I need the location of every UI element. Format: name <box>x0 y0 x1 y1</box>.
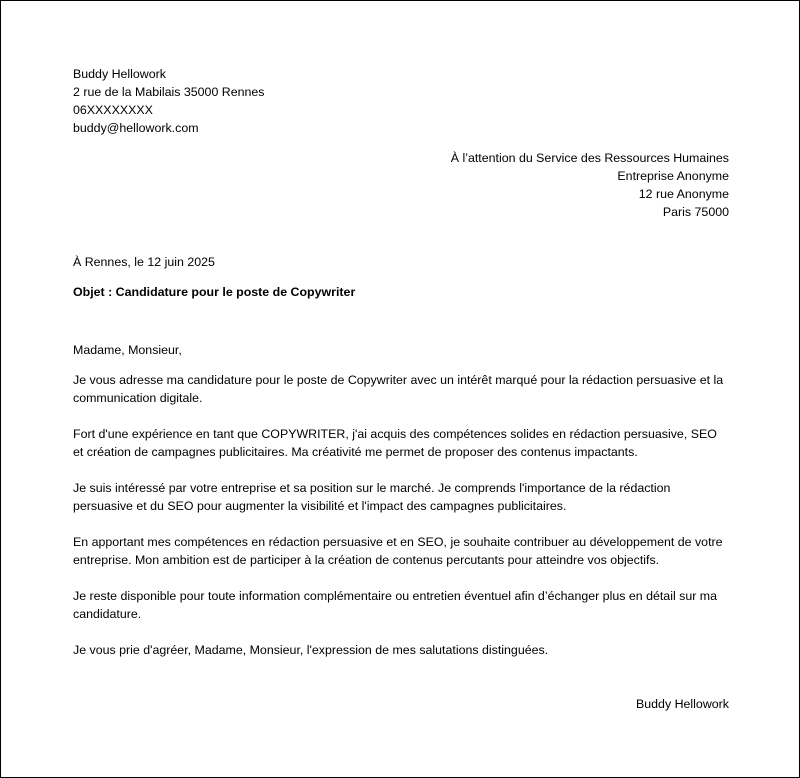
recipient-street: 12 rue Anonyme <box>638 187 729 201</box>
sender-phone: 06XXXXXXXX <box>73 103 153 117</box>
body-paragraph: Fort d'une expérience en tant que COPYWRITER, j'ai acquis des compétences solides en rédaction persuasive, SEO et création de campagnes publicitaires. Ma créativité me permet de proposer des contenus impactants. <box>73 427 717 459</box>
sender-name: Buddy Hellowork <box>73 67 166 81</box>
body-paragraph: En apportant mes compétences en rédaction persuasive et en SEO, je souhaite contribuer au développement de votre entreprise. Mon ambition est de participer à la création de contenus percutants pour atteindre vos objectifs. <box>73 535 723 567</box>
letter-body <box>73 371 729 641</box>
recipient-company: Entreprise Anonyme <box>617 169 729 183</box>
greeting: Madame, Monsieur, <box>73 343 182 357</box>
recipient-attention: À l’attention du Service des Ressources Humaines <box>450 151 729 165</box>
closing-formula: Je vous prie d'agréer, Madame, Monsieur, l'expression de mes salutations distinguées. <box>73 643 549 657</box>
signature: Buddy Hellowork <box>636 697 729 711</box>
sender-email: buddy@hellowork.com <box>73 121 199 135</box>
body-paragraph: Je reste disponible pour toute information complémentaire ou entretien éventuel afin d’échanger plus en détail sur ma candidature. <box>73 589 718 621</box>
subject-line: Objet : Candidature pour le poste de Copywriter <box>73 285 356 299</box>
body-paragraph: Je vous adresse ma candidature pour le poste de Copywriter avec un intérêt marqué pour la rédaction persuasive et la communication digitale. <box>73 373 724 405</box>
recipient-city: Paris 75000 <box>662 205 729 219</box>
sender-block <box>73 65 729 137</box>
sender-address: 2 rue de la Mabilais 35000 Rennes <box>73 85 265 99</box>
date-line: À Rennes, le 12 juin 2025 <box>73 255 215 269</box>
recipient-block <box>73 149 729 221</box>
body-paragraph: Je suis intéressé par votre entreprise et sa position sur le marché. Je comprends l'importance de la rédaction persuasive et du SEO pour augmenter la visibilité et l'impact des campagnes publicitaires. <box>73 481 671 513</box>
